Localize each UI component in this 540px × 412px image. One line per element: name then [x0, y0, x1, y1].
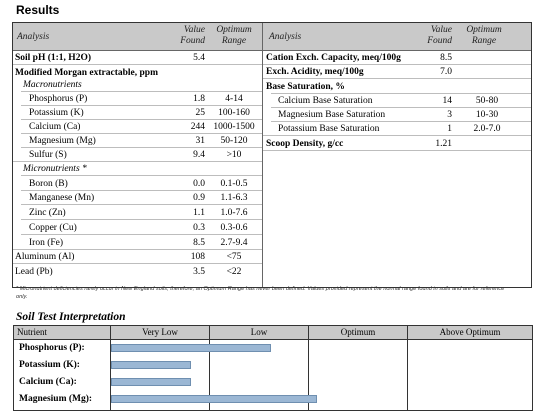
row-optimum: 50-120 [220, 136, 248, 146]
row-name: Potassium Base Saturation [278, 124, 380, 134]
interp-label-potassium: Potassium (K): [19, 360, 80, 370]
row-rule [13, 161, 262, 162]
row-name: Macronutrients [23, 80, 82, 90]
interpretation-header [14, 326, 532, 340]
col-optimum: Optimum [340, 327, 376, 337]
row-rule [21, 119, 262, 120]
row-value: 0.9 [193, 193, 205, 203]
row-name: Manganese (Mn) [29, 193, 95, 203]
row-name: Magnesium (Mg) [29, 136, 96, 146]
row-name: Boron (B) [29, 179, 68, 189]
row-rule [21, 147, 262, 148]
row-value: 9.4 [193, 150, 205, 160]
right-analysis-header: Analysis [269, 32, 302, 42]
interpretation-table [13, 325, 533, 411]
row-value: 0.3 [193, 223, 205, 233]
row-rule [263, 135, 531, 136]
row-value: 3 [447, 110, 452, 120]
row-name: Cation Exch. Capacity, meq/100g [266, 53, 401, 63]
row-rule [271, 93, 531, 94]
row-optimum: 0.1-0.5 [220, 179, 248, 189]
interp-bar-potassium [111, 361, 191, 369]
row-rule [21, 234, 262, 235]
row-optimum: 1.1-6.3 [220, 193, 248, 203]
row-name: Scoop Density, g/cc [266, 139, 344, 149]
row-name: Modified Morgan extractable, ppm [15, 68, 159, 78]
row-optimum: 0.3-0.6 [220, 223, 248, 233]
row-name: Exch. Acidity, meq/100g [266, 67, 364, 77]
row-value: 3.5 [193, 267, 205, 277]
row-name: Iron (Fe) [29, 238, 64, 248]
row-optimum: 100-160 [218, 108, 250, 118]
row-optimum: >10 [226, 150, 242, 160]
row-rule [21, 204, 262, 205]
row-value: 14 [442, 96, 452, 106]
row-rule [21, 133, 262, 134]
row-optimum: 1000-1500 [213, 122, 255, 132]
left-analysis-header: Analysis [17, 32, 50, 42]
row-rule [21, 219, 262, 220]
row-optimum: 50-80 [475, 96, 499, 106]
left-value-header: Value Found [180, 25, 205, 46]
results-title: Results [16, 3, 60, 17]
row-optimum: 4-14 [225, 94, 243, 104]
interp-label-magnesium: Magnesium (Mg): [19, 394, 93, 404]
row-name: Phosphorus (P) [29, 94, 88, 104]
row-optimum: 1.0-7.6 [220, 208, 248, 218]
row-name: Soil pH (1:1, H2O) [15, 53, 92, 63]
col-low: Low [250, 327, 268, 337]
row-name: Micronutrients * [23, 164, 87, 174]
row-rule [263, 64, 531, 65]
row-value: 1 [447, 124, 452, 134]
row-name: Sulfur (S) [29, 150, 67, 160]
interp-bar-calcium [111, 378, 191, 386]
row-name: Magnesium Base Saturation [278, 110, 386, 120]
row-value: 25 [195, 108, 205, 118]
results-table [12, 22, 532, 288]
row-rule [271, 121, 531, 122]
row-value: 108 [190, 252, 205, 262]
row-value: 5.4 [193, 53, 205, 63]
interp-label-phosphorus: Phosphorus (P): [19, 343, 85, 353]
row-rule [21, 190, 262, 191]
row-rule [21, 91, 262, 92]
row-name: Base Saturation, % [266, 82, 345, 92]
right-value-header: Value Found [427, 25, 452, 46]
row-rule [13, 249, 262, 250]
row-optimum: <22 [226, 267, 242, 277]
row-rule [263, 78, 531, 79]
row-value: 0.0 [193, 179, 205, 189]
row-value: 1.21 [435, 139, 452, 149]
grid-line [407, 326, 408, 410]
row-value: 1.1 [193, 208, 205, 218]
row-name: Aluminum (Al) [15, 252, 75, 262]
interp-bar-phosphorus [111, 344, 271, 352]
interpretation-title: Soil Test Interpretation [16, 311, 126, 323]
row-rule [271, 107, 531, 108]
row-optimum: 2.7-9.4 [220, 238, 248, 248]
row-rule [21, 175, 262, 176]
micronutrient-footnote: * Micronutrient deficiencies rarely occur in New England soils; therefore, an Optimum Range has never been defined. Values provided represent the normal range found in soils and are for reference only. [16, 286, 505, 300]
row-value: 1.8 [193, 94, 205, 104]
row-value: 244 [190, 122, 205, 132]
row-rule [13, 64, 262, 65]
col-very-low: Very Low [142, 327, 178, 337]
row-name: Zinc (Zn) [29, 208, 66, 218]
row-rule [21, 105, 262, 106]
row-optimum: <75 [226, 252, 242, 262]
row-value: 8.5 [193, 238, 205, 248]
col-above-optimum: Above Optimum [439, 327, 501, 337]
row-value: 31 [195, 136, 205, 146]
row-name: Lead (Pb) [15, 267, 53, 277]
column-divider [262, 23, 263, 287]
row-value: 8.5 [440, 53, 452, 63]
results-table-header [13, 23, 531, 51]
row-name: Calcium Base Saturation [278, 96, 373, 106]
right-optimum-header: Optimum Range [466, 25, 502, 46]
col-nutrient: Nutrient [17, 327, 47, 337]
left-optimum-header: Optimum Range [216, 25, 252, 46]
interp-bar-magnesium [111, 395, 317, 403]
interp-label-calcium: Calcium (Ca): [19, 377, 77, 387]
row-name: Copper (Cu) [29, 223, 77, 233]
row-value: 7.0 [440, 67, 452, 77]
row-optimum: 10-30 [475, 110, 499, 120]
row-optimum: 2.0-7.0 [473, 124, 501, 134]
row-name: Potassium (K) [29, 108, 84, 118]
row-rule [13, 263, 262, 264]
row-name: Calcium (Ca) [29, 122, 81, 132]
row-rule [263, 150, 531, 151]
